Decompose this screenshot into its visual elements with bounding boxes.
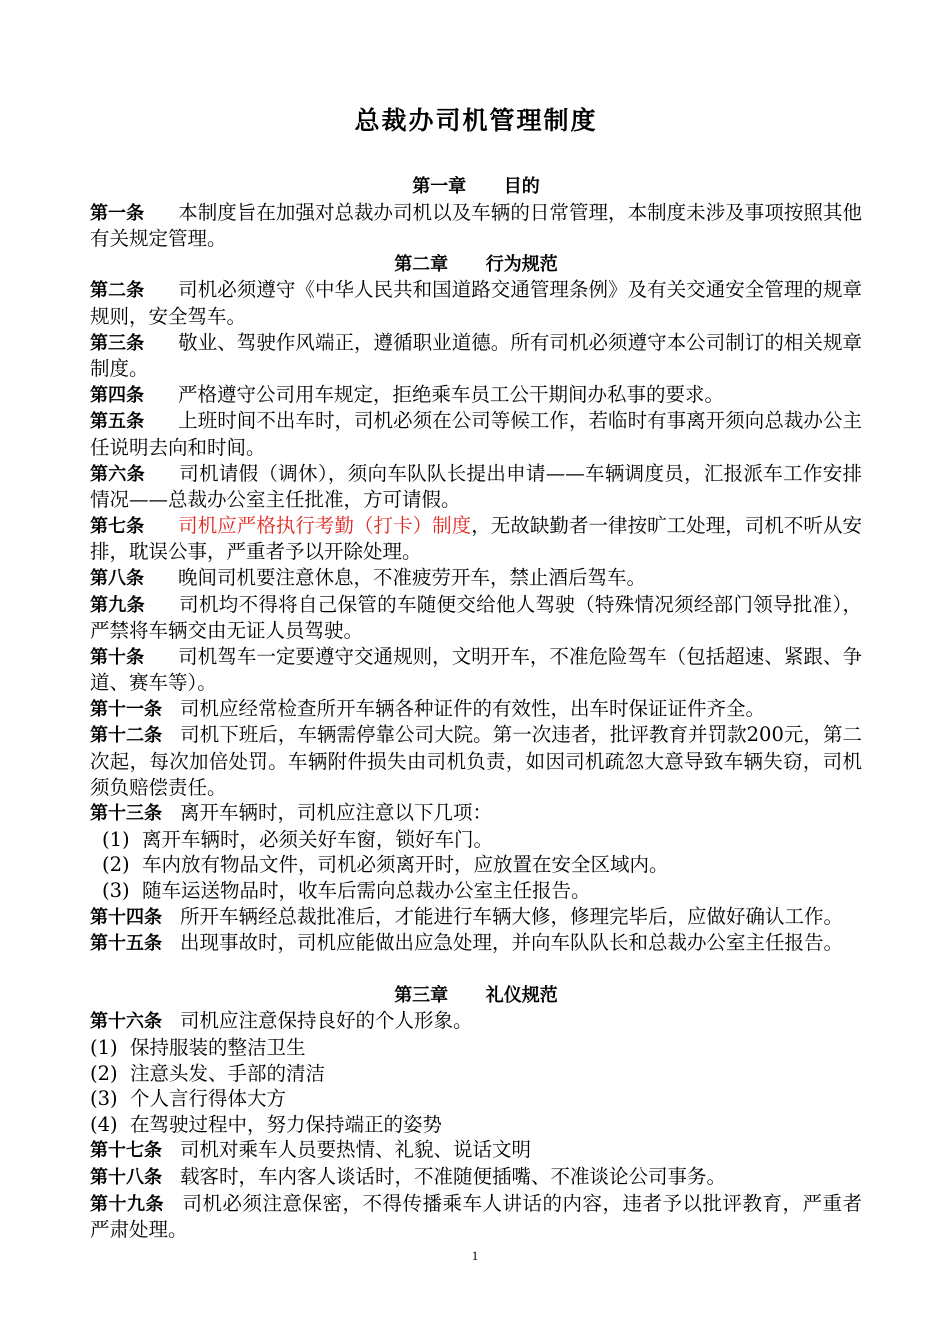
article-10 bbox=[90, 644, 862, 696]
article-14 bbox=[90, 904, 862, 931]
article-8 bbox=[90, 565, 862, 592]
article-text: 司机必须遵守《中华人民共和国道路交通管理条例》及有关交通安全管理的规章规则，安全驾车。 bbox=[90, 278, 862, 328]
list-item: (1) 保持服装的整洁卫生 bbox=[90, 1036, 306, 1059]
article-number: 第十七条 bbox=[90, 1140, 162, 1162]
article-text: 司机均不得将自己保管的车随便交给他人驾驶（特殊情况须经部门领导批准），严禁将车辆交由无证人员驾驶。 bbox=[90, 592, 862, 643]
list-item: (3) 随车运送物品时，收车后需向总裁办公室主任报告。 bbox=[102, 879, 591, 903]
article-text: 严格遵守公司用车规定，拒绝乘车员工公干期间办私事的要求。 bbox=[178, 382, 725, 406]
article-number: 第十一条 bbox=[90, 698, 162, 720]
article-number: 第四条 bbox=[90, 384, 144, 406]
article-18 bbox=[90, 1164, 862, 1191]
article-number: 第一条 bbox=[90, 202, 145, 224]
article-number: 第十八条 bbox=[90, 1166, 162, 1188]
article-3 bbox=[90, 330, 862, 382]
page-number: 1 bbox=[471, 1248, 479, 1263]
article-number: 第九条 bbox=[90, 594, 145, 616]
list-item: (4) 在驾驶过程中，努力保持端正的姿势 bbox=[90, 1112, 443, 1136]
article-number: 第八条 bbox=[90, 567, 144, 589]
article-text: 司机应经常检查所开车辆各种证件的有效性，出车时保证证件齐全。 bbox=[180, 696, 766, 720]
article-number: 第二条 bbox=[90, 280, 145, 302]
article-11 bbox=[90, 696, 862, 723]
article-text: 本制度旨在加强对总裁办司机以及车辆的日常管理，本制度未涉及事项按照其他有关规定管理。 bbox=[90, 200, 862, 251]
article-number: 第十二条 bbox=[90, 725, 163, 747]
article-number: 第三条 bbox=[90, 332, 145, 354]
article-number: 第十五条 bbox=[90, 933, 162, 955]
list-item: (3) 个人言行得体大方 bbox=[90, 1087, 287, 1111]
article-text: 出现事故时，司机应能做出应急处理，并向车队队长和总裁办公室主任报告。 bbox=[180, 931, 844, 955]
article-15 bbox=[90, 930, 862, 957]
article-text: 司机下班后，车辆需停靠公司大院。第一次违者，批评教育并罚款200元，第二次起，每次加倍处罚。车辆附件损失由司机负责，如因司机疏忽大意导致车辆失窃，司机须负赔偿责任。 bbox=[90, 723, 862, 799]
article-7 bbox=[90, 513, 862, 565]
article-number: 第五条 bbox=[90, 411, 145, 433]
article-text: 司机请假（调休），须向车队队长提出申请——车辆调度员，汇报派车工作安排情况——总裁办公室主任批准，方可请假。 bbox=[90, 461, 862, 512]
article-text: 敬业、驾驶作风端正，遵循职业道德。所有司机必须遵守本公司制订的相关规章制度。 bbox=[90, 330, 862, 381]
article-2 bbox=[90, 277, 862, 329]
article-text: 司机应注意保持良好的个人形象。 bbox=[180, 1009, 473, 1033]
article-text: 所开车辆经总裁批准后，才能进行车辆大修，修理完毕后，应做好确认工作。 bbox=[180, 904, 844, 928]
article-number: 第十三条 bbox=[90, 803, 162, 825]
article-17 bbox=[90, 1137, 862, 1164]
chapter-heading-2: 第二章 行为规范 bbox=[394, 253, 558, 275]
article-5 bbox=[90, 408, 862, 460]
article-number: 第七条 bbox=[90, 515, 145, 537]
article-text: 上班时间不出车时，司机必须在公司等候工作，若临时有事离开须向总裁办公主任说明去向和时间。 bbox=[90, 409, 862, 459]
article-number: 第十条 bbox=[90, 646, 145, 668]
article-text: 晚间司机要注意休息，不准疲劳开车，禁止酒后驾车。 bbox=[178, 565, 647, 589]
document-title: 总裁办司机管理制度 bbox=[354, 106, 598, 135]
article-1 bbox=[90, 200, 862, 252]
document-page bbox=[90, 96, 862, 1243]
article-text: ，无故缺勤者一律按旷工处理，司机不听从安排，耽误公事，严重者予以开除处理。 bbox=[90, 513, 862, 564]
chapter-heading-3: 第三章 礼仪规范 bbox=[394, 984, 558, 1006]
attendance-highlight-text: 司机应严格执行考勤（打卡）制度 bbox=[178, 513, 472, 537]
article-13 bbox=[90, 800, 862, 827]
list-item: (1) 离开车辆时，必须关好车窗，锁好车门。 bbox=[102, 827, 494, 851]
article-12 bbox=[90, 722, 862, 800]
article-number: 第十四条 bbox=[90, 906, 162, 928]
article-text: 司机必须注意保密，不得传播乘车人讲话的内容，违者予以批评教育，严重者严肃处理。 bbox=[90, 1191, 862, 1242]
list-item: (2) 注意头发、手部的清洁 bbox=[90, 1061, 326, 1085]
article-text: 离开车辆时，司机应注意以下几项： bbox=[180, 801, 493, 825]
article-number: 第十六条 bbox=[90, 1011, 162, 1033]
article-16 bbox=[90, 1008, 862, 1035]
article-text: 司机驾车一定要遵守交通规则，文明开车，不准危险驾车（包括超速、紧跟、争道、赛车等）。 bbox=[90, 644, 862, 695]
article-19 bbox=[90, 1191, 862, 1243]
list-item: (2) 车内放有物品文件，司机必须离开时，应放置在安全区域内。 bbox=[102, 853, 669, 877]
article-number: 第六条 bbox=[90, 463, 145, 485]
article-text: 司机对乘车人员要热情、礼貌、说话文明 bbox=[180, 1138, 532, 1162]
article-number: 第十九条 bbox=[90, 1193, 164, 1215]
article-6 bbox=[90, 461, 862, 513]
article-text: 载客时，车内客人谈话时，不准随便插嘴、不准谈论公司事务。 bbox=[180, 1164, 727, 1188]
article-4 bbox=[90, 382, 862, 409]
article-9 bbox=[90, 592, 862, 644]
chapter-heading-1: 第一章 目的 bbox=[412, 176, 540, 197]
